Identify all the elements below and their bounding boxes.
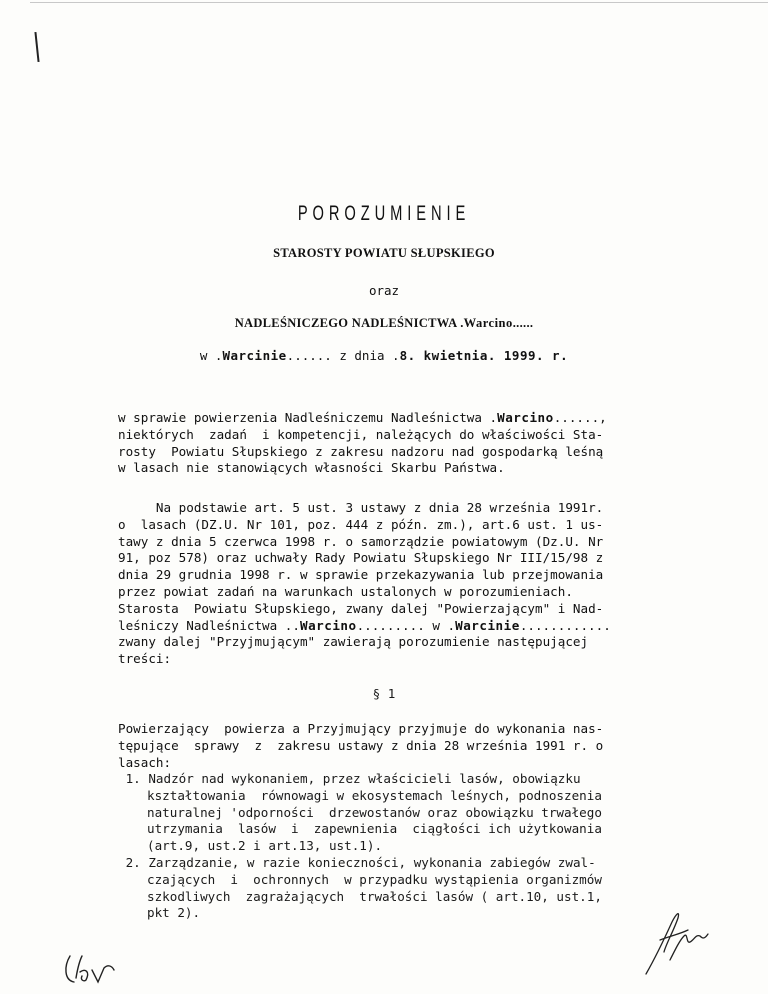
place-fill: Warcinie [222,348,287,363]
date-fill: 8. kwietnia. 1999. r. [399,348,569,363]
basis-line-9: zwany dalej "Przyjmującym" zawierają porozumienie następującej [118,634,589,650]
document-title: POROZUMIENIE [297,202,471,225]
pen-tick-mark [34,32,39,62]
basis-line-4: 91, poz 578) oraz uchwały Rady Powiatu Słupskiego Nr III/15/98 z [118,550,604,566]
list-item-first-line [118,855,718,872]
list-item [118,771,718,855]
section-heading: § 1 [372,686,396,701]
intro-forestry-fill: Warcino [497,410,554,425]
basis-line-1: Na podstawie art. 5 ust. 3 ustawy z dnia 28 września 1991r. [118,500,604,515]
basis-line-10: treści: [118,651,172,667]
basis-line-8-prefix: leśniczy Nadleśnictwa .. [118,617,300,633]
main-line-1: Powierzający powierza a Przyjmujący przyjmuje do wykonania nas- [118,721,604,736]
legal-basis-paragraph [118,500,718,668]
list-item-text: Nadzór nad wykonaniem, przez właścicieli lasów, obowiązku [148,771,581,786]
basis-line-3: tawy z dnia 5 czerwca 1998 r. o samorządzie powiatowym (Dz.U. Nr [118,533,604,549]
list-item-number: 2. [118,854,141,870]
main-paragraph [118,721,718,771]
nadlesniczego-prefix: NADLEŚNICZEGO NADLEŚNICTWA . [234,316,464,330]
basis-line-7: Starosta Powiatu Słupskiego, zwany dalej "Powierzającym" i Nad- [118,600,604,616]
nadlesniczego-suffix: ...... [512,316,534,330]
intro-line-3: rosty Powiatu Słupskiego z zakresu nadzoru nad gospodarką leśną [118,443,604,459]
date-prefix: ...... z dnia . [286,348,400,363]
place-date-line [0,348,768,363]
place-prefix: w . [199,348,223,363]
intro-paragraph [118,410,718,477]
list-item [118,855,718,922]
main-line-3: lasach: [118,754,172,770]
intro-line-2: niektórych zadań i kompetencji, należących do właściwości Sta- [118,426,604,442]
basis-place-fill: Warcinie [455,617,520,633]
basis-line-8-suffix: ............ [519,617,611,633]
parties-starosty-line: STAROSTY POWIATU SŁUPSKIEGO [273,246,495,260]
list-item-line: pkt 2). [147,905,201,921]
basis-line-6: przez powiat zadań na warunkach ustalonych w porozumieniach. [118,583,573,599]
basis-forestry-fill: Warcino [299,617,357,633]
intro-line-1-prefix: w sprawie powierzenia Nadleśniczemu Nadleśnictwa . [118,410,498,425]
list-item-first-line [118,771,718,788]
basis-line-8 [118,618,718,635]
list-item-line: naturalnej 'odporności drzewostanów oraz obowiązku trwałego [147,804,602,820]
list-item-line: czających i ochronnych w przypadku wystąpienia organizmów [147,871,602,887]
intro-line-4: w lasach nie stanowiących własności Skarbu Państwa. [118,460,505,476]
basis-line-5: dnia 29 grudnia 1998 r. w sprawie przekazywania lub przejmowania [118,567,604,583]
list-item-line: szkodliwych zagrażających trwałości lasów ( art.10, ust.1, [147,888,602,904]
intro-line-1 [118,410,718,427]
main-line-2: tępujące sprawy z zakresu ustawy z dnia 28 września 1991 r. o [118,737,604,753]
handwritten-signature [640,900,710,980]
list-item-number: 1. [118,771,141,786]
nadlesniczego-line [0,316,768,331]
list-item-line: utrzymania lasów i zapewnienia ciągłości ich użytkowania [147,821,602,837]
basis-line-2: o lasach (DZ.U. Nr 101, poz. 444 z późn. zm.), art.6 ust. 1 us- [118,516,604,532]
list-item-line: (art.9, ust.2 i art.13, ust.1). [147,838,383,854]
list-item-text: Zarządzanie, w razie konieczności, wykonania zabiegów zwal- [148,854,596,870]
list-item-line: kształtowania równowagi w ekosystemach leśnych, podnoszenia [147,787,602,803]
handwritten-initials [62,952,132,988]
forestry-name-fill: Warcino [463,316,513,330]
scan-top-edge [30,2,768,3]
oraz-line: oraz [368,283,400,298]
task-list [118,771,718,922]
intro-line-1-suffix: ......, [553,410,607,425]
basis-line-8-mid: ......... w . [356,617,456,633]
